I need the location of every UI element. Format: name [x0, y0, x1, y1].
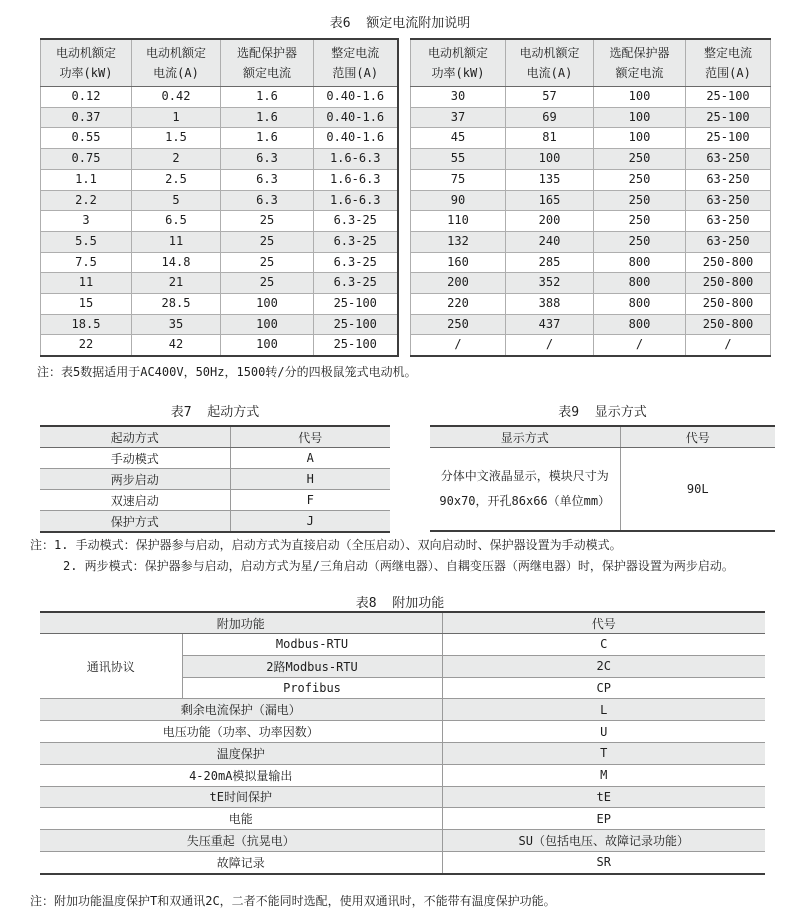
table-row — [41, 314, 398, 335]
table-cell: / — [594, 335, 686, 356]
header-line: 范围(A) — [332, 66, 379, 80]
table-cell: 250 — [411, 314, 506, 335]
table-cell: 25 — [221, 273, 314, 294]
table-cell: / — [686, 335, 771, 356]
table-cell: 剩余电流保护（漏电） — [40, 699, 442, 721]
table-row — [41, 87, 398, 108]
table-cell: 1.6-6.3 — [314, 190, 398, 211]
table-cell: 63-250 — [686, 231, 771, 252]
table-cell: A — [230, 448, 390, 469]
table-row — [41, 169, 398, 190]
table-row — [40, 490, 390, 511]
table-cell: 0.40-1.6 — [314, 107, 398, 128]
table-cell: J — [230, 511, 390, 533]
table-cell: 250-800 — [686, 314, 771, 335]
table-row — [41, 252, 398, 273]
table-cell: 25-100 — [686, 87, 771, 108]
table-row — [40, 786, 765, 808]
table-cell: 失压重起（抗晃电） — [40, 830, 442, 852]
table-cell: 63-250 — [686, 211, 771, 232]
column-header-motor-current — [132, 39, 221, 87]
column-header-protector-current — [221, 39, 314, 87]
table-row — [41, 294, 398, 315]
table-cell: 11 — [132, 231, 221, 252]
table-header-row — [41, 39, 398, 87]
header-line: 选配保护器 — [609, 46, 670, 60]
table-cell: 2.2 — [41, 190, 132, 211]
header-line: 功率(kW) — [59, 66, 113, 80]
table-cell: 2C — [442, 655, 765, 677]
table-row — [411, 87, 771, 108]
display-code-cell: 90L — [620, 448, 775, 532]
table-cell: 37 — [411, 107, 506, 128]
table-row — [430, 448, 775, 532]
table8-note: 注：附加功能温度保护T和双通讯2C，二者不能同时选配，使用双通讯时，不能带有温度保护功能。 — [30, 894, 556, 908]
table-cell: 14.8 — [132, 252, 221, 273]
column-header-motor-power — [411, 39, 506, 87]
table-cell: 437 — [506, 314, 594, 335]
table-cell: 800 — [594, 273, 686, 294]
table-cell: 250 — [594, 231, 686, 252]
table-header-row — [411, 39, 771, 87]
header-line: 整定电流 — [703, 46, 752, 60]
table-cell: 800 — [594, 294, 686, 315]
table-row — [41, 335, 398, 356]
table-row — [411, 335, 771, 356]
column-header-code: 代号 — [442, 612, 765, 634]
column-header-display-mode: 显示方式 — [430, 426, 620, 448]
column-header-protector-current — [594, 39, 686, 87]
table-cell: 160 — [411, 252, 506, 273]
table-row — [40, 448, 390, 469]
header-line: 电动机额定 — [55, 46, 116, 60]
header-line: 范围(A) — [705, 66, 751, 80]
table-row — [40, 469, 390, 490]
column-header-motor-power — [41, 39, 132, 87]
table-row — [41, 190, 398, 211]
table-cell: SU（包括电压、故障记录功能） — [442, 830, 765, 852]
table-cell: 352 — [506, 273, 594, 294]
table7-title: 表7 起动方式 — [170, 405, 260, 420]
table-cell: 800 — [594, 252, 686, 273]
table6-right-body — [411, 87, 771, 357]
table6-left-body — [41, 87, 398, 357]
header-line: 电流(A) — [153, 66, 199, 80]
header-line: 电动机额定 — [145, 46, 206, 60]
table-cell: 0.55 — [41, 128, 132, 149]
table-cell: 6.3-25 — [314, 273, 398, 294]
table-cell: 250-800 — [686, 294, 771, 315]
start-mode-note-2: 2. 两步模式：保护器参与启动，启动方式为星/三角启动（两继电器）、自耦变压器（两继电器）时，保护器设置为两步启动。 — [63, 559, 734, 573]
header-line: 选配保护器 — [236, 46, 297, 60]
table8-additional-functions — [40, 611, 765, 875]
table-cell: 200 — [411, 273, 506, 294]
table-row — [41, 149, 398, 170]
table-cell: 81 — [506, 128, 594, 149]
table-cell: tE — [442, 786, 765, 808]
column-header-code: 代号 — [620, 426, 775, 448]
table-cell: 200 — [506, 211, 594, 232]
table-cell: 28.5 — [132, 294, 221, 315]
table-cell: 6.3-25 — [314, 252, 398, 273]
table-cell: 15 — [41, 294, 132, 315]
table-cell: 25-100 — [314, 294, 398, 315]
table-cell: 132 — [411, 231, 506, 252]
table-row — [40, 699, 765, 721]
table-cell: 21 — [132, 273, 221, 294]
table-row — [40, 634, 765, 656]
table-cell: 6.3-25 — [314, 211, 398, 232]
description-line: 分体中文液晶显示，模块尺寸为 — [440, 469, 609, 483]
table-cell: 3 — [41, 211, 132, 232]
table-cell: 165 — [506, 190, 594, 211]
table-cell: 6.5 — [132, 211, 221, 232]
table-cell: 250 — [594, 169, 686, 190]
table-cell: CP — [442, 677, 765, 699]
table-cell: 100 — [594, 128, 686, 149]
table-cell: 2路Modbus-RTU — [182, 655, 442, 677]
table-cell: 1 — [132, 107, 221, 128]
table-row — [40, 851, 765, 873]
table-header-row — [40, 612, 765, 634]
table6-right-head — [411, 39, 771, 87]
table-cell: 6.3 — [221, 169, 314, 190]
table-header-row — [40, 426, 390, 448]
table-cell: Profibus — [182, 677, 442, 699]
column-header-start-mode: 起动方式 — [40, 426, 230, 448]
header-line: 额定电流 — [242, 66, 291, 80]
table-row — [40, 830, 765, 852]
header-line: 电动机额定 — [519, 46, 580, 60]
table-cell: 100 — [221, 294, 314, 315]
table-row — [40, 511, 390, 533]
table9-head — [430, 426, 775, 448]
table-cell: 温度保护 — [40, 742, 442, 764]
table-row — [411, 294, 771, 315]
table-cell: M — [442, 764, 765, 786]
table-cell: 25-100 — [686, 128, 771, 149]
table-cell: 双速启动 — [40, 490, 230, 511]
table-cell: 7.5 — [41, 252, 132, 273]
table-cell: 25-100 — [314, 335, 398, 356]
table-cell: 63-250 — [686, 190, 771, 211]
table-row — [41, 273, 398, 294]
table-cell: 2.5 — [132, 169, 221, 190]
table-cell: U — [442, 721, 765, 743]
table-row — [41, 128, 398, 149]
table-cell: 285 — [506, 252, 594, 273]
table9-body — [430, 448, 775, 532]
table8-head — [40, 612, 765, 634]
table-cell: 电压功能（功率、功率因数） — [40, 721, 442, 743]
table-cell: 22 — [41, 335, 132, 356]
table-cell: 100 — [594, 107, 686, 128]
table-cell: 240 — [506, 231, 594, 252]
table-cell: 6.3 — [221, 190, 314, 211]
table-cell: 5 — [132, 190, 221, 211]
table-cell: 1.6 — [221, 87, 314, 108]
table-cell: 100 — [506, 149, 594, 170]
description-line: 90x70，开孔86x66（单位mm） — [439, 494, 611, 508]
table-row — [40, 764, 765, 786]
table6-note: 注：表5数据适用于AC400V，50Hz，1500转/分的四极鼠笼式电动机。 — [37, 365, 417, 379]
table-cell: SR — [442, 851, 765, 873]
table-cell: 1.6 — [221, 128, 314, 149]
table-row — [411, 169, 771, 190]
table-cell: 2 — [132, 149, 221, 170]
table-cell: 1.5 — [132, 128, 221, 149]
table-cell: / — [506, 335, 594, 356]
table-cell: 63-250 — [686, 149, 771, 170]
table-row — [411, 211, 771, 232]
table-cell: 保护方式 — [40, 511, 230, 533]
table-row — [411, 149, 771, 170]
table-cell: 6.3-25 — [314, 231, 398, 252]
header-line: 功率(kW) — [431, 66, 485, 80]
table-cell: 388 — [506, 294, 594, 315]
table-cell: 45 — [411, 128, 506, 149]
table-row — [411, 273, 771, 294]
table-cell: 800 — [594, 314, 686, 335]
table-cell: 100 — [221, 314, 314, 335]
table-cell: 5.5 — [41, 231, 132, 252]
header-line: 额定电流 — [615, 66, 664, 80]
table-cell: 69 — [506, 107, 594, 128]
table-cell: 0.37 — [41, 107, 132, 128]
table-cell: 220 — [411, 294, 506, 315]
table-row — [40, 721, 765, 743]
table-header-row — [430, 426, 775, 448]
comm-protocol-label: 通讯协议 — [40, 634, 182, 699]
table-row — [411, 190, 771, 211]
table-row — [411, 252, 771, 273]
table-cell: 90 — [411, 190, 506, 211]
table-cell: H — [230, 469, 390, 490]
table-cell: 0.12 — [41, 87, 132, 108]
table-cell: 100 — [594, 87, 686, 108]
table-row — [40, 742, 765, 764]
table-cell: T — [442, 742, 765, 764]
table-cell: 两步启动 — [40, 469, 230, 490]
table-row — [411, 107, 771, 128]
table-cell: 0.75 — [41, 149, 132, 170]
header-line: 电动机额定 — [427, 46, 488, 60]
table-cell: 0.40-1.6 — [314, 87, 398, 108]
table-cell: tE时间保护 — [40, 786, 442, 808]
table-cell: 42 — [132, 335, 221, 356]
table-cell: F — [230, 490, 390, 511]
table-cell: 25 — [221, 252, 314, 273]
table-cell: 1.6-6.3 — [314, 149, 398, 170]
table-cell: 0.42 — [132, 87, 221, 108]
table-cell: 18.5 — [41, 314, 132, 335]
table-cell: 63-250 — [686, 169, 771, 190]
table9-title: 表9 显示方式 — [558, 405, 647, 420]
table-cell: 1.6 — [221, 107, 314, 128]
table-row — [40, 808, 765, 830]
table-row — [41, 211, 398, 232]
table-cell: 11 — [41, 273, 132, 294]
table-cell: 30 — [411, 87, 506, 108]
table8-body — [40, 634, 765, 874]
table-cell: 6.3 — [221, 149, 314, 170]
table-cell: / — [411, 335, 506, 356]
table-cell: 1.6-6.3 — [314, 169, 398, 190]
display-description-cell — [430, 448, 620, 532]
column-header-setting-range — [686, 39, 771, 87]
table-cell: 110 — [411, 211, 506, 232]
table9-display-modes — [430, 425, 775, 532]
table-cell: 25-100 — [314, 314, 398, 335]
table-cell: 手动模式 — [40, 448, 230, 469]
table8-title: 表8 附加功能 — [355, 596, 445, 611]
table-cell: Modbus-RTU — [182, 634, 442, 656]
table-cell: 电能 — [40, 808, 442, 830]
table-row — [411, 231, 771, 252]
table-cell: 故障记录 — [40, 851, 442, 873]
table-cell: 100 — [221, 335, 314, 356]
table6-title: 表6 额定电流附加说明 — [329, 16, 471, 31]
table-cell: 135 — [506, 169, 594, 190]
table-row — [411, 128, 771, 149]
table-cell: L — [442, 699, 765, 721]
table-row — [41, 231, 398, 252]
table-row — [411, 314, 771, 335]
column-header-setting-range — [314, 39, 398, 87]
table7-body — [40, 448, 390, 533]
table-cell: EP — [442, 808, 765, 830]
header-line: 电流(A) — [526, 66, 573, 80]
start-mode-note-1: 注：1. 手动模式：保护器参与启动，启动方式为直接启动（全压启动）、双向启动时、保护器设置为手动模式。 — [30, 538, 622, 552]
table6-left — [40, 38, 399, 357]
table-cell: 57 — [506, 87, 594, 108]
table-row — [41, 107, 398, 128]
table-cell: 250-800 — [686, 252, 771, 273]
column-header-motor-current — [506, 39, 594, 87]
table-cell: 25 — [221, 211, 314, 232]
table6-right — [410, 38, 771, 357]
table-cell: 250-800 — [686, 273, 771, 294]
table-cell: 25-100 — [686, 107, 771, 128]
table-cell: 4-20mA模拟量输出 — [40, 764, 442, 786]
table-cell: 55 — [411, 149, 506, 170]
table6-left-head — [41, 39, 398, 87]
table-cell: C — [442, 634, 765, 656]
column-header-function: 附加功能 — [40, 612, 442, 634]
table-cell: 35 — [132, 314, 221, 335]
table-cell: 25 — [221, 231, 314, 252]
column-header-code: 代号 — [230, 426, 390, 448]
table7-head — [40, 426, 390, 448]
table7-start-modes — [40, 425, 390, 533]
header-line: 整定电流 — [331, 46, 380, 60]
table-cell: 1.1 — [41, 169, 132, 190]
table-cell: 250 — [594, 211, 686, 232]
table-cell: 250 — [594, 190, 686, 211]
table-cell: 250 — [594, 149, 686, 170]
table-cell: 75 — [411, 169, 506, 190]
table-cell: 0.40-1.6 — [314, 128, 398, 149]
